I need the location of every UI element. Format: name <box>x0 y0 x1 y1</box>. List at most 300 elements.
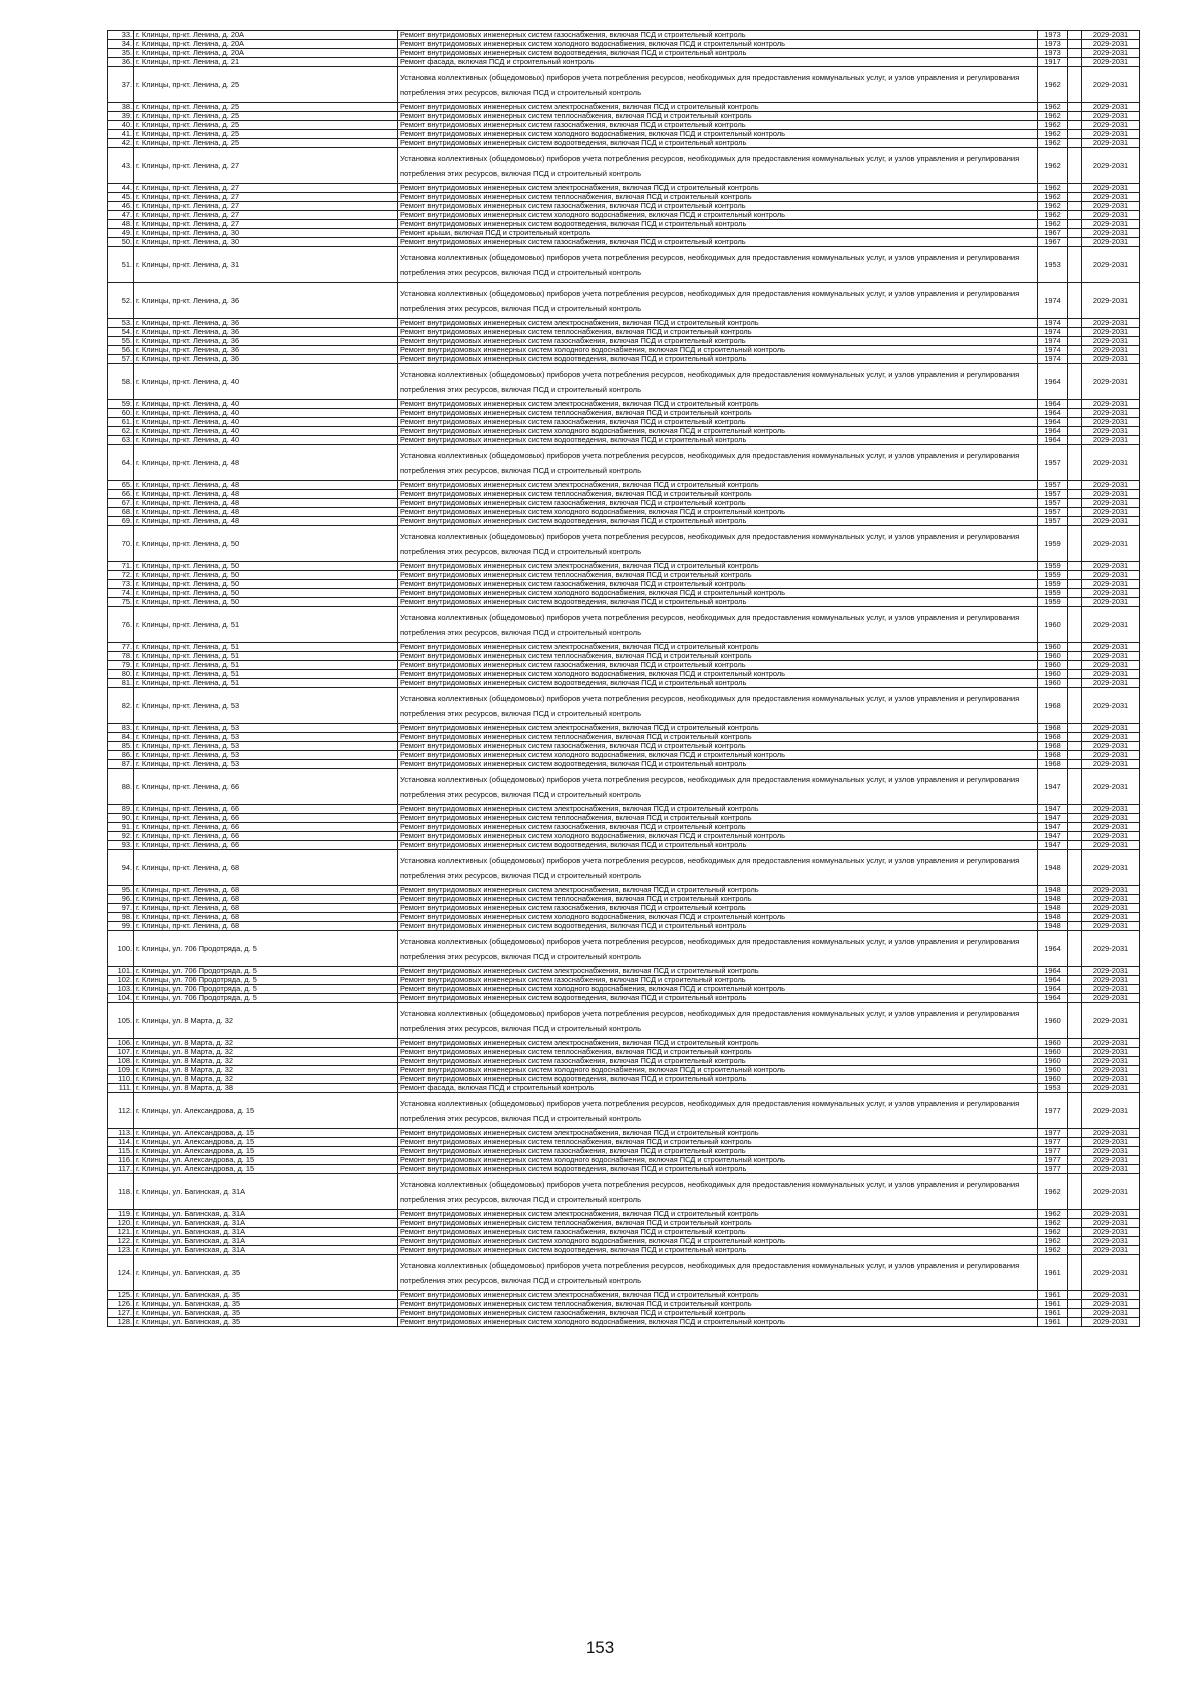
address-cell: г. Клинцы, ул. 706 Продотряда, д. 5 <box>134 931 398 967</box>
table-row <box>108 319 1140 328</box>
empty-cell <box>1068 922 1082 931</box>
build-year-cell: 1962 <box>1038 121 1068 130</box>
build-year-cell: 1973 <box>1038 49 1068 58</box>
row-number: 63. <box>108 436 134 445</box>
row-number: 57. <box>108 355 134 364</box>
build-year-cell: 1964 <box>1038 427 1068 436</box>
address-cell: г. Клинцы, пр-кт. Ленина, д. 66 <box>134 832 398 841</box>
address-cell: г. Клинцы, ул. Багинская, д. 31А <box>134 1228 398 1237</box>
work-type-cell: Ремонт внутридомовых инженерных систем холодного водоснабжения, включая ПСД и строительный контроль <box>398 1237 1038 1246</box>
table-row <box>108 1003 1140 1039</box>
row-number: 120. <box>108 1219 134 1228</box>
row-number: 37. <box>108 67 134 103</box>
row-number: 104. <box>108 994 134 1003</box>
row-number: 112. <box>108 1093 134 1129</box>
build-year-cell: 1962 <box>1038 1246 1068 1255</box>
address-cell: г. Клинцы, пр-кт. Ленина, д. 27 <box>134 193 398 202</box>
build-year-cell: 1962 <box>1038 148 1068 184</box>
row-number: 56. <box>108 346 134 355</box>
work-type-cell: Ремонт внутридомовых инженерных систем электроснабжения, включая ПСД и строительный контроль <box>398 562 1038 571</box>
work-type-cell: Ремонт внутридомовых инженерных систем теплоснабжения, включая ПСД и строительный контроль <box>398 652 1038 661</box>
row-number: 46. <box>108 202 134 211</box>
table-row <box>108 184 1140 193</box>
address-cell: г. Клинцы, пр-кт. Ленина, д. 51 <box>134 679 398 688</box>
empty-cell <box>1068 58 1082 67</box>
build-year-cell: 1959 <box>1038 526 1068 562</box>
empty-cell <box>1068 184 1082 193</box>
address-cell: г. Клинцы, пр-кт. Ленина, д. 48 <box>134 508 398 517</box>
work-type-cell: Ремонт внутридомовых инженерных систем электроснабжения, включая ПСД и строительный контроль <box>398 1210 1038 1219</box>
build-year-cell: 1962 <box>1038 1219 1068 1228</box>
period-cell: 2029-2031 <box>1082 814 1140 823</box>
work-type-cell: Установка коллективных (общедомовых) приборов учета потребления ресурсов, необходимых для предоставления коммунальных услуг, и узлов управления и регулирования потребления этих ресурсов, включая ПСД и строительный контроль <box>398 850 1038 886</box>
table-row <box>108 805 1140 814</box>
address-cell: г. Клинцы, ул. Багинская, д. 31А <box>134 1246 398 1255</box>
work-type-cell: Ремонт внутридомовых инженерных систем газоснабжения, включая ПСД и строительный контроль <box>398 904 1038 913</box>
address-cell: г. Клинцы, пр-кт. Ленина, д. 66 <box>134 769 398 805</box>
row-number: 58. <box>108 364 134 400</box>
empty-cell <box>1068 607 1082 643</box>
work-type-cell: Ремонт внутридомовых инженерных систем газоснабжения, включая ПСД и строительный контроль <box>398 1057 1038 1066</box>
period-cell: 2029-2031 <box>1082 436 1140 445</box>
empty-cell <box>1068 886 1082 895</box>
row-number: 53. <box>108 319 134 328</box>
period-cell: 2029-2031 <box>1082 1291 1140 1300</box>
document-sheet <box>107 30 1139 1327</box>
table-row <box>108 139 1140 148</box>
table-row <box>108 823 1140 832</box>
work-type-cell: Ремонт внутридомовых инженерных систем холодного водоснабжения, включая ПСД и строительный контроль <box>398 985 1038 994</box>
row-number: 48. <box>108 220 134 229</box>
table-row <box>108 148 1140 184</box>
period-cell: 2029-2031 <box>1082 31 1140 40</box>
build-year-cell: 1948 <box>1038 850 1068 886</box>
address-cell: г. Клинцы, ул. Александрова, д. 15 <box>134 1165 398 1174</box>
period-cell: 2029-2031 <box>1082 922 1140 931</box>
work-type-cell: Ремонт внутридомовых инженерных систем электроснабжения, включая ПСД и строительный контроль <box>398 481 1038 490</box>
table-row <box>108 1066 1140 1075</box>
build-year-cell: 1962 <box>1038 67 1068 103</box>
empty-cell <box>1068 148 1082 184</box>
period-cell: 2029-2031 <box>1082 1237 1140 1246</box>
address-cell: г. Клинцы, пр-кт. Ленина, д. 50 <box>134 526 398 562</box>
row-number: 59. <box>108 400 134 409</box>
address-cell: г. Клинцы, пр-кт. Ленина, д. 40 <box>134 418 398 427</box>
period-cell: 2029-2031 <box>1082 1129 1140 1138</box>
build-year-cell: 1948 <box>1038 886 1068 895</box>
table-row <box>108 913 1140 922</box>
empty-cell <box>1068 688 1082 724</box>
build-year-cell: 1947 <box>1038 805 1068 814</box>
period-cell: 2029-2031 <box>1082 760 1140 769</box>
empty-cell <box>1068 985 1082 994</box>
address-cell: г. Клинцы, пр-кт. Ленина, д. 66 <box>134 823 398 832</box>
period-cell: 2029-2031 <box>1082 130 1140 139</box>
work-type-cell: Ремонт внутридомовых инженерных систем холодного водоснабжения, включая ПСД и строительный контроль <box>398 1066 1038 1075</box>
row-number: 123. <box>108 1246 134 1255</box>
build-year-cell: 1977 <box>1038 1093 1068 1129</box>
build-year-cell: 1974 <box>1038 319 1068 328</box>
build-year-cell: 1959 <box>1038 589 1068 598</box>
table-row <box>108 1291 1140 1300</box>
row-number: 68. <box>108 508 134 517</box>
address-cell: г. Клинцы, ул. 8 Марта, д. 32 <box>134 1039 398 1048</box>
period-cell: 2029-2031 <box>1082 724 1140 733</box>
row-number: 51. <box>108 247 134 283</box>
row-number: 74. <box>108 589 134 598</box>
empty-cell <box>1068 364 1082 400</box>
period-cell: 2029-2031 <box>1082 526 1140 562</box>
build-year-cell: 1947 <box>1038 823 1068 832</box>
build-year-cell: 1947 <box>1038 832 1068 841</box>
address-cell: г. Клинцы, ул. 8 Марта, д. 38 <box>134 1084 398 1093</box>
empty-cell <box>1068 400 1082 409</box>
address-cell: г. Клинцы, пр-кт. Ленина, д. 25 <box>134 67 398 103</box>
row-number: 89. <box>108 805 134 814</box>
build-year-cell: 1964 <box>1038 418 1068 427</box>
table-row <box>108 931 1140 967</box>
address-cell: г. Клинцы, пр-кт. Ленина, д. 25 <box>134 112 398 121</box>
work-type-cell: Ремонт внутридомовых инженерных систем теплоснабжения, включая ПСД и строительный контроль <box>398 112 1038 121</box>
period-cell: 2029-2031 <box>1082 346 1140 355</box>
period-cell: 2029-2031 <box>1082 409 1140 418</box>
build-year-cell: 1962 <box>1038 1228 1068 1237</box>
table-row <box>108 1129 1140 1138</box>
table-row <box>108 571 1140 580</box>
table-body <box>108 31 1140 1327</box>
table-row <box>108 895 1140 904</box>
build-year-cell: 1968 <box>1038 688 1068 724</box>
empty-cell <box>1068 733 1082 742</box>
build-year-cell: 1957 <box>1038 490 1068 499</box>
row-number: 98. <box>108 913 134 922</box>
row-number: 65. <box>108 481 134 490</box>
empty-cell <box>1068 652 1082 661</box>
period-cell: 2029-2031 <box>1082 841 1140 850</box>
row-number: 125. <box>108 1291 134 1300</box>
address-cell: г. Клинцы, пр-кт. Ленина, д. 25 <box>134 139 398 148</box>
work-type-cell: Ремонт внутридомовых инженерных систем холодного водоснабжения, включая ПСД и строительный контроль <box>398 346 1038 355</box>
address-cell: г. Клинцы, ул. 8 Марта, д. 32 <box>134 1075 398 1084</box>
period-cell: 2029-2031 <box>1082 994 1140 1003</box>
page-number: 153 <box>585 1638 615 1657</box>
work-type-cell: Установка коллективных (общедомовых) приборов учета потребления ресурсов, необходимых для предоставления коммунальных услуг, и узлов управления и регулирования потребления этих ресурсов, включая ПСД и строительный контроль <box>398 364 1038 400</box>
work-type-cell: Ремонт внутридомовых инженерных систем теплоснабжения, включая ПСД и строительный контроль <box>398 1048 1038 1057</box>
empty-cell <box>1068 139 1082 148</box>
empty-cell <box>1068 1066 1082 1075</box>
address-cell: г. Клинцы, пр-кт. Ленина, д. 25 <box>134 130 398 139</box>
empty-cell <box>1068 724 1082 733</box>
period-cell: 2029-2031 <box>1082 886 1140 895</box>
empty-cell <box>1068 850 1082 886</box>
build-year-cell: 1964 <box>1038 967 1068 976</box>
work-type-cell: Установка коллективных (общедомовых) приборов учета потребления ресурсов, необходимых для предоставления коммунальных услуг, и узлов управления и регулирования потребления этих ресурсов, включая ПСД и строительный контроль <box>398 526 1038 562</box>
empty-cell <box>1068 1147 1082 1156</box>
row-number: 117. <box>108 1165 134 1174</box>
address-cell: г. Клинцы, пр-кт. Ленина, д. 21 <box>134 58 398 67</box>
build-year-cell: 1959 <box>1038 598 1068 607</box>
row-number: 79. <box>108 661 134 670</box>
work-type-cell: Ремонт внутридомовых инженерных систем теплоснабжения, включая ПСД и строительный контроль <box>398 490 1038 499</box>
row-number: 60. <box>108 409 134 418</box>
table-row <box>108 517 1140 526</box>
address-cell: г. Клинцы, пр-кт. Ленина, д. 25 <box>134 103 398 112</box>
period-cell: 2029-2031 <box>1082 1246 1140 1255</box>
row-number: 128. <box>108 1318 134 1327</box>
period-cell: 2029-2031 <box>1082 670 1140 679</box>
row-number: 75. <box>108 598 134 607</box>
period-cell: 2029-2031 <box>1082 1219 1140 1228</box>
build-year-cell: 1968 <box>1038 724 1068 733</box>
empty-cell <box>1068 895 1082 904</box>
work-type-cell: Ремонт внутридомовых инженерных систем водоотведения, включая ПСД и строительный контроль <box>398 49 1038 58</box>
period-cell: 2029-2031 <box>1082 805 1140 814</box>
period-cell: 2029-2031 <box>1082 337 1140 346</box>
row-number: 73. <box>108 580 134 589</box>
row-number: 49. <box>108 229 134 238</box>
work-type-cell: Ремонт внутридомовых инженерных систем водоотведения, включая ПСД и строительный контроль <box>398 679 1038 688</box>
row-number: 33. <box>108 31 134 40</box>
address-cell: г. Клинцы, пр-кт. Ленина, д. 27 <box>134 211 398 220</box>
work-type-cell: Установка коллективных (общедомовых) приборов учета потребления ресурсов, необходимых для предоставления коммунальных услуг, и узлов управления и регулирования потребления этих ресурсов, включая ПСД и строительный контроль <box>398 1174 1038 1210</box>
address-cell: г. Клинцы, ул. 706 Продотряда, д. 5 <box>134 976 398 985</box>
address-cell: г. Клинцы, ул. Александрова, д. 15 <box>134 1138 398 1147</box>
address-cell: г. Клинцы, пр-кт. Ленина, д. 51 <box>134 652 398 661</box>
address-cell: г. Клинцы, ул. Багинская, д. 35 <box>134 1318 398 1327</box>
row-number: 84. <box>108 733 134 742</box>
work-type-cell: Ремонт внутридомовых инженерных систем холодного водоснабжения, включая ПСД и строительный контроль <box>398 508 1038 517</box>
table-row <box>108 418 1140 427</box>
row-number: 94. <box>108 850 134 886</box>
period-cell: 2029-2031 <box>1082 103 1140 112</box>
row-number: 54. <box>108 328 134 337</box>
work-type-cell: Ремонт внутридомовых инженерных систем водоотведения, включая ПСД и строительный контроль <box>398 922 1038 931</box>
period-cell: 2029-2031 <box>1082 1156 1140 1165</box>
build-year-cell: 1957 <box>1038 508 1068 517</box>
empty-cell <box>1068 1075 1082 1084</box>
period-cell: 2029-2031 <box>1082 679 1140 688</box>
build-year-cell: 1960 <box>1038 661 1068 670</box>
build-year-cell: 1960 <box>1038 607 1068 643</box>
period-cell: 2029-2031 <box>1082 1093 1140 1129</box>
work-type-cell: Ремонт внутридомовых инженерных систем газоснабжения, включая ПСД и строительный контроль <box>398 580 1038 589</box>
table-row <box>108 598 1140 607</box>
empty-cell <box>1068 481 1082 490</box>
build-year-cell: 1960 <box>1038 643 1068 652</box>
row-number: 70. <box>108 526 134 562</box>
empty-cell <box>1068 1309 1082 1318</box>
table-row <box>108 1300 1140 1309</box>
empty-cell <box>1068 931 1082 967</box>
work-type-cell: Ремонт внутридомовых инженерных систем газоснабжения, включая ПСД и строительный контроль <box>398 823 1038 832</box>
row-number: 99. <box>108 922 134 931</box>
period-cell: 2029-2031 <box>1082 1300 1140 1309</box>
empty-cell <box>1068 742 1082 751</box>
address-cell: г. Клинцы, пр-кт. Ленина, д. 36 <box>134 328 398 337</box>
address-cell: г. Клинцы, пр-кт. Ленина, д. 20А <box>134 49 398 58</box>
row-number: 115. <box>108 1147 134 1156</box>
build-year-cell: 1959 <box>1038 562 1068 571</box>
row-number: 105. <box>108 1003 134 1039</box>
row-number: 35. <box>108 49 134 58</box>
table-row <box>108 1057 1140 1066</box>
address-cell: г. Клинцы, пр-кт. Ленина, д. 53 <box>134 688 398 724</box>
period-cell: 2029-2031 <box>1082 661 1140 670</box>
table-row <box>108 1093 1140 1129</box>
build-year-cell: 1962 <box>1038 103 1068 112</box>
work-type-cell: Ремонт внутридомовых инженерных систем электроснабжения, включая ПСД и строительный контроль <box>398 1129 1038 1138</box>
row-number: 96. <box>108 895 134 904</box>
empty-cell <box>1068 643 1082 652</box>
work-type-cell: Установка коллективных (общедомовых) приборов учета потребления ресурсов, необходимых для предоставления коммунальных услуг, и узлов управления и регулирования потребления этих ресурсов, включая ПСД и строительный контроль <box>398 445 1038 481</box>
build-year-cell: 1973 <box>1038 40 1068 49</box>
work-type-cell: Ремонт внутридомовых инженерных систем газоснабжения, включая ПСД и строительный контроль <box>398 238 1038 247</box>
table-row <box>108 112 1140 121</box>
address-cell: г. Клинцы, пр-кт. Ленина, д. 66 <box>134 805 398 814</box>
row-number: 87. <box>108 760 134 769</box>
row-number: 95. <box>108 886 134 895</box>
address-cell: г. Клинцы, пр-кт. Ленина, д. 53 <box>134 751 398 760</box>
period-cell: 2029-2031 <box>1082 364 1140 400</box>
table-row <box>108 643 1140 652</box>
table-row <box>108 814 1140 823</box>
period-cell: 2029-2031 <box>1082 139 1140 148</box>
work-type-cell: Установка коллективных (общедомовых) приборов учета потребления ресурсов, необходимых для предоставления коммунальных услуг, и узлов управления и регулирования потребления этих ресурсов, включая ПСД и строительный контроль <box>398 1093 1038 1129</box>
work-type-cell: Ремонт внутридомовых инженерных систем водоотведения, включая ПСД и строительный контроль <box>398 1246 1038 1255</box>
work-type-cell: Ремонт внутридомовых инженерных систем холодного водоснабжения, включая ПСД и строительный контроль <box>398 1318 1038 1327</box>
row-number: 45. <box>108 193 134 202</box>
table-row <box>108 364 1140 400</box>
work-type-cell: Ремонт внутридомовых инженерных систем газоснабжения, включая ПСД и строительный контроль <box>398 202 1038 211</box>
period-cell: 2029-2031 <box>1082 850 1140 886</box>
build-year-cell: 1961 <box>1038 1318 1068 1327</box>
work-type-cell: Ремонт внутридомовых инженерных систем электроснабжения, включая ПСД и строительный контроль <box>398 967 1038 976</box>
address-cell: г. Клинцы, ул. Багинская, д. 31А <box>134 1237 398 1246</box>
empty-cell <box>1068 769 1082 805</box>
row-number: 38. <box>108 103 134 112</box>
address-cell: г. Клинцы, пр-кт. Ленина, д. 30 <box>134 229 398 238</box>
row-number: 66. <box>108 490 134 499</box>
work-type-cell: Ремонт крыши, включая ПСД и строительный контроль <box>398 229 1038 238</box>
table-row <box>108 562 1140 571</box>
empty-cell <box>1068 598 1082 607</box>
period-cell: 2029-2031 <box>1082 490 1140 499</box>
row-number: 122. <box>108 1237 134 1246</box>
work-type-cell: Установка коллективных (общедомовых) приборов учета потребления ресурсов, необходимых для предоставления коммунальных услуг, и узлов управления и регулирования потребления этих ресурсов, включая ПСД и строительный контроль <box>398 67 1038 103</box>
table-row <box>108 130 1140 139</box>
empty-cell <box>1068 409 1082 418</box>
address-cell: г. Клинцы, пр-кт. Ленина, д. 48 <box>134 490 398 499</box>
empty-cell <box>1068 1255 1082 1291</box>
address-cell: г. Клинцы, пр-кт. Ленина, д. 66 <box>134 841 398 850</box>
empty-cell <box>1068 913 1082 922</box>
row-number: 40. <box>108 121 134 130</box>
address-cell: г. Клинцы, пр-кт. Ленина, д. 53 <box>134 742 398 751</box>
period-cell: 2029-2031 <box>1082 823 1140 832</box>
table-row <box>108 49 1140 58</box>
row-number: 81. <box>108 679 134 688</box>
work-type-cell: Ремонт внутридомовых инженерных систем электроснабжения, включая ПСД и строительный контроль <box>398 1039 1038 1048</box>
build-year-cell: 1964 <box>1038 400 1068 409</box>
empty-cell <box>1068 1219 1082 1228</box>
period-cell: 2029-2031 <box>1082 1048 1140 1057</box>
row-number: 71. <box>108 562 134 571</box>
row-number: 124. <box>108 1255 134 1291</box>
address-cell: г. Клинцы, ул. Александрова, д. 15 <box>134 1156 398 1165</box>
build-year-cell: 1960 <box>1038 652 1068 661</box>
period-cell: 2029-2031 <box>1082 607 1140 643</box>
build-year-cell: 1948 <box>1038 913 1068 922</box>
period-cell: 2029-2031 <box>1082 418 1140 427</box>
work-type-cell: Ремонт внутридомовых инженерных систем газоснабжения, включая ПСД и строительный контроль <box>398 1147 1038 1156</box>
empty-cell <box>1068 130 1082 139</box>
table-row <box>108 40 1140 49</box>
row-number: 50. <box>108 238 134 247</box>
period-cell: 2029-2031 <box>1082 1075 1140 1084</box>
empty-cell <box>1068 1291 1082 1300</box>
period-cell: 2029-2031 <box>1082 40 1140 49</box>
row-number: 119. <box>108 1210 134 1219</box>
address-cell: г. Клинцы, пр-кт. Ленина, д. 50 <box>134 562 398 571</box>
work-type-cell: Ремонт внутридомовых инженерных систем газоснабжения, включая ПСД и строительный контроль <box>398 418 1038 427</box>
row-number: 111. <box>108 1084 134 1093</box>
work-type-cell: Ремонт внутридомовых инженерных систем холодного водоснабжения, включая ПСД и строительный контроль <box>398 589 1038 598</box>
empty-cell <box>1068 679 1082 688</box>
build-year-cell: 1962 <box>1038 1237 1068 1246</box>
row-number: 109. <box>108 1066 134 1075</box>
work-type-cell: Ремонт внутридомовых инженерных систем теплоснабжения, включая ПСД и строительный контроль <box>398 1138 1038 1147</box>
work-type-cell: Ремонт внутридомовых инженерных систем водоотведения, включая ПСД и строительный контроль <box>398 220 1038 229</box>
row-number: 92. <box>108 832 134 841</box>
address-cell: г. Клинцы, ул. Багинская, д. 35 <box>134 1300 398 1309</box>
period-cell: 2029-2031 <box>1082 904 1140 913</box>
row-number: 62. <box>108 427 134 436</box>
work-type-cell: Ремонт внутридомовых инженерных систем теплоснабжения, включая ПСД и строительный контроль <box>398 409 1038 418</box>
address-cell: г. Клинцы, пр-кт. Ленина, д. 68 <box>134 913 398 922</box>
build-year-cell: 1964 <box>1038 364 1068 400</box>
work-type-cell: Установка коллективных (общедомовых) приборов учета потребления ресурсов, необходимых для предоставления коммунальных услуг, и узлов управления и регулирования потребления этих ресурсов, включая ПСД и строительный контроль <box>398 283 1038 319</box>
empty-cell <box>1068 319 1082 328</box>
address-cell: г. Клинцы, пр-кт. Ленина, д. 48 <box>134 481 398 490</box>
table-row <box>108 508 1140 517</box>
table-row <box>108 490 1140 499</box>
address-cell: г. Клинцы, ул. 8 Марта, д. 32 <box>134 1048 398 1057</box>
address-cell: г. Клинцы, пр-кт. Ленина, д. 27 <box>134 202 398 211</box>
address-cell: г. Клинцы, пр-кт. Ленина, д. 40 <box>134 436 398 445</box>
row-number: 47. <box>108 211 134 220</box>
empty-cell <box>1068 904 1082 913</box>
work-type-cell: Ремонт внутридомовых инженерных систем холодного водоснабжения, включая ПСД и строительный контроль <box>398 670 1038 679</box>
row-number: 108. <box>108 1057 134 1066</box>
address-cell: г. Клинцы, пр-кт. Ленина, д. 68 <box>134 904 398 913</box>
row-number: 100. <box>108 931 134 967</box>
empty-cell <box>1068 571 1082 580</box>
period-cell: 2029-2031 <box>1082 202 1140 211</box>
period-cell: 2029-2031 <box>1082 481 1140 490</box>
work-type-cell: Ремонт внутридомовых инженерных систем холодного водоснабжения, включая ПСД и строительный контроль <box>398 832 1038 841</box>
period-cell: 2029-2031 <box>1082 247 1140 283</box>
empty-cell <box>1068 247 1082 283</box>
work-type-cell: Ремонт внутридомовых инженерных систем газоснабжения, включая ПСД и строительный контроль <box>398 337 1038 346</box>
period-cell: 2029-2031 <box>1082 184 1140 193</box>
period-cell: 2029-2031 <box>1082 598 1140 607</box>
period-cell: 2029-2031 <box>1082 508 1140 517</box>
table-row <box>108 121 1140 130</box>
period-cell: 2029-2031 <box>1082 1174 1140 1210</box>
period-cell: 2029-2031 <box>1082 112 1140 121</box>
empty-cell <box>1068 994 1082 1003</box>
address-cell: г. Клинцы, ул. 8 Марта, д. 32 <box>134 1003 398 1039</box>
